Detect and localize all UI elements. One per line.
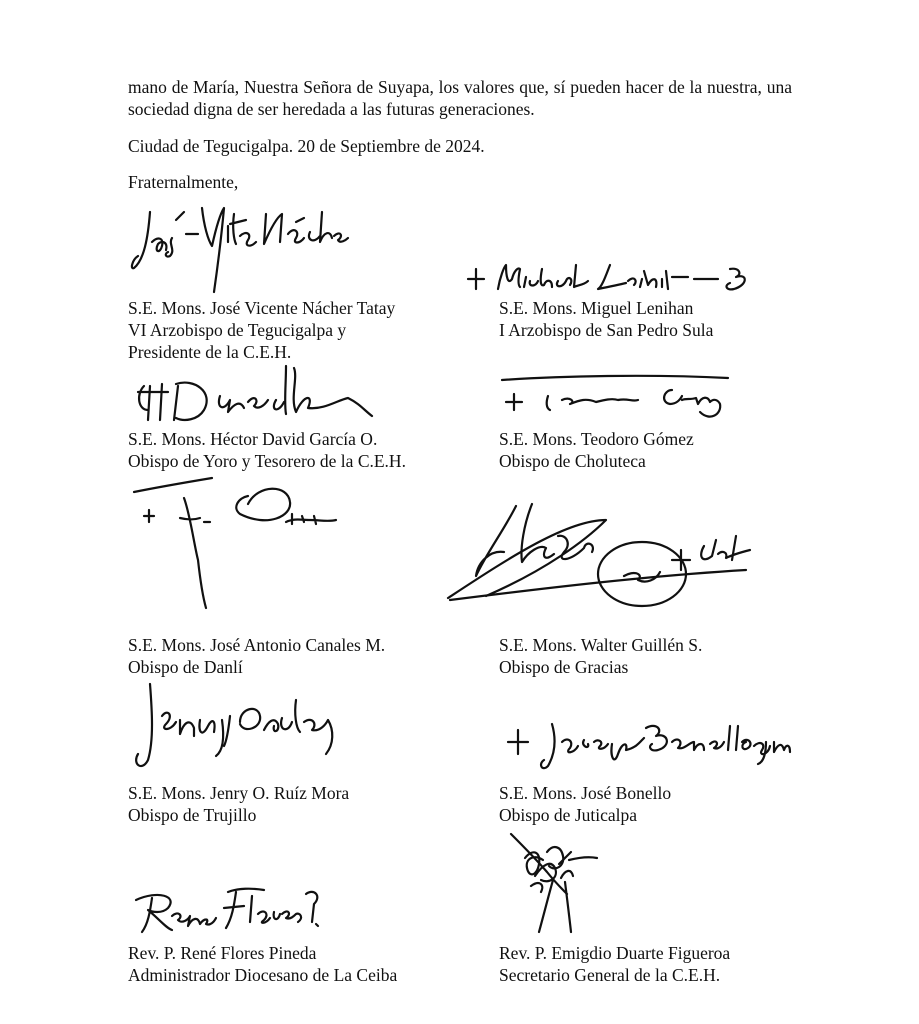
place-date: Ciudad de Tegucigalpa. 20 de Septiembre de 2024. (128, 136, 485, 156)
signature-lenihan (458, 255, 758, 300)
signatory-block-5 (128, 634, 385, 678)
signature-guillen (446, 500, 756, 612)
signatory-name: S.E. Mons. José Antonio Canales M. (128, 635, 386, 655)
signatory-title: Obispo de Danlí (128, 657, 243, 677)
signatory-block-6 (499, 634, 702, 678)
signatory-block-9 (128, 942, 397, 986)
closing-paragraph: mano de María, Nuestra Señora de Suyapa, los valores que, sí pueden hacer de la nuestra, una sociedad digna de ser heredada a las futuras generaciones. (128, 77, 792, 119)
signatory-name: Rev. P. Emigdio Duarte Figueroa (499, 943, 731, 963)
signatory-name: S.E. Mons. José Vicente Nácher Tatay (128, 298, 396, 318)
signatory-block-4 (499, 428, 694, 472)
signatory-title: Administrador Diocesano de La Ceiba (128, 965, 398, 985)
signatory-title: Obispo de Choluteca (499, 451, 646, 471)
salutation: Fraternalmente, (128, 172, 239, 192)
signatory-name: S.E. Mons. José Bonello (499, 783, 672, 803)
signature-duarte (505, 828, 605, 940)
signatory-name: S.E. Mons. Miguel Lenihan (499, 298, 694, 318)
signatory-title: Secretario General de la C.E.H. (499, 965, 721, 985)
signatory-block-2 (499, 297, 713, 341)
signatory-block-3 (128, 428, 406, 472)
signatory-title-2: Presidente de la C.E.H. (128, 342, 292, 362)
signatory-name: S.E. Mons. Walter Guillén S. (499, 635, 703, 655)
signature-flores (128, 882, 328, 940)
signatory-title: VI Arzobispo de Tegucigalpa y (128, 320, 347, 340)
signature-ruiz (128, 680, 344, 776)
signatory-name: S.E. Mons. Teodoro Gómez (499, 429, 694, 449)
signatory-block-8 (499, 782, 671, 826)
signatory-title: Obispo de Yoro y Tesorero de la C.E.H. (128, 451, 406, 471)
signatory-block-10 (499, 942, 730, 986)
signature-gomez (500, 370, 740, 430)
signatory-block-7 (128, 782, 349, 826)
signatory-title: Obispo de Juticalpa (499, 805, 638, 825)
signature-canales (128, 474, 348, 614)
signature-nacher (128, 198, 348, 293)
signatory-title: Obispo de Trujillo (128, 805, 257, 825)
signatory-name: S.E. Mons. Héctor David García O. (128, 429, 378, 449)
signatory-title: Obispo de Gracias (499, 657, 629, 677)
signatory-name: S.E. Mons. Jenry O. Ruíz Mora (128, 783, 350, 803)
signatory-block-1 (128, 297, 395, 363)
signatory-name: Rev. P. René Flores Pineda (128, 943, 317, 963)
signatory-title: I Arzobispo de San Pedro Sula (499, 320, 714, 340)
signature-garcia (128, 364, 378, 428)
signature-bonello (504, 716, 794, 776)
